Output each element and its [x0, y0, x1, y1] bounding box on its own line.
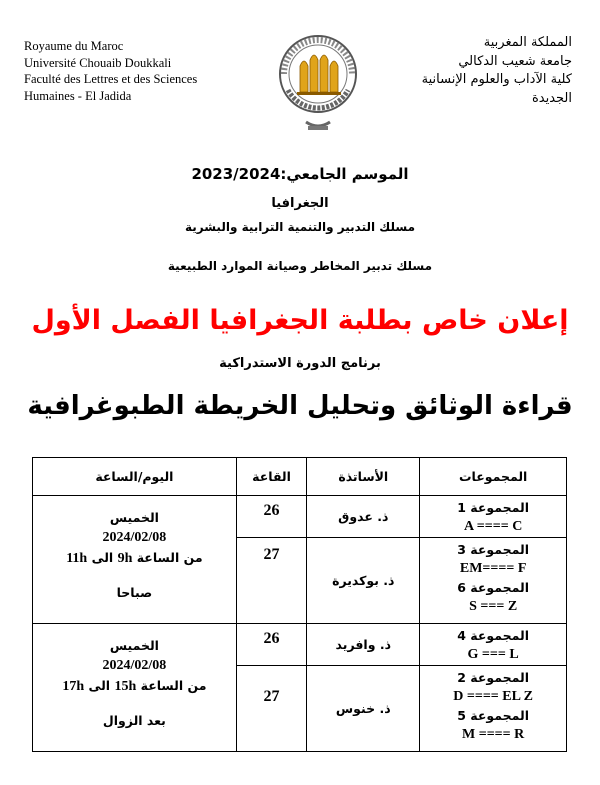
date-label: 2024/02/08	[102, 530, 167, 545]
period-label: بعد الزوال	[102, 713, 166, 728]
groups-cell	[420, 496, 567, 538]
group-range: D ==== EL Z	[453, 689, 534, 704]
header-left-line: Faculté des Lettres et des Sciences	[24, 72, 198, 86]
header-groups: المجموعات	[420, 458, 567, 496]
professor-cell: ذ. بوكديرة	[307, 538, 420, 624]
header-day-time: اليوم/الساعة	[33, 458, 237, 496]
group-label: المجموعة 6	[457, 580, 530, 595]
header-left-line: Royaume du Maroc	[24, 39, 124, 53]
room-cell: 26	[236, 496, 307, 538]
time-range: من الساعة 9h الى 11h	[66, 550, 203, 566]
header-right-line: المملكة المغربية	[483, 35, 572, 50]
header-left-line: Université Chouaib Doukkali	[24, 55, 172, 70]
group-label: المجموعة 5	[457, 708, 530, 723]
day-time-cell	[33, 496, 237, 624]
group-label: المجموعة 2	[457, 670, 530, 685]
group-label: المجموعة 1	[457, 500, 530, 515]
header-left-line: Humaines - El Jadida	[24, 88, 132, 103]
group-range: S === Z	[469, 599, 518, 614]
group-label: المجموعة 4	[457, 628, 530, 643]
group-range: G === L	[467, 647, 519, 662]
program-title: برنامج الدورة الاستدراكية	[219, 356, 381, 371]
day-time-cell	[33, 624, 237, 752]
day-label: الخميس	[109, 638, 159, 653]
time-range: من الساعة 15h الى 17h	[62, 678, 207, 694]
group-label: المجموعة 3	[457, 542, 530, 557]
university-name-arabic	[382, 34, 572, 108]
header-room: القاعة	[236, 458, 307, 496]
department-title: الجغرافيا	[271, 196, 329, 211]
table-row	[33, 624, 567, 666]
table-row	[33, 496, 567, 538]
track-title-1: مسلك التدبير والتنمية الترابية والبشرية	[184, 220, 416, 234]
table-header-row	[33, 458, 567, 496]
group-range: A ==== C	[463, 519, 523, 534]
exam-schedule-table	[32, 457, 567, 752]
faculty-seal-logo	[270, 30, 366, 138]
group-range: EM==== F	[459, 561, 527, 576]
academic-season: الموسم الجامعي:2023/2024	[191, 165, 409, 183]
track-title-2: مسلك تدبير المخاطر وصيانة الموارد الطبيعية	[167, 259, 433, 273]
groups-cell	[420, 538, 567, 624]
header-right-line: الجديدة	[531, 90, 572, 106]
groups-cell	[420, 624, 567, 666]
professor-cell: ذ. وافريد	[307, 624, 420, 666]
room-cell: 27	[236, 538, 307, 624]
header-professors: الأساتذة	[307, 458, 420, 496]
group-range: M ==== R	[462, 727, 525, 742]
period-label: صباحا	[116, 585, 153, 600]
room-cell: 27	[236, 666, 307, 752]
university-name-french	[24, 38, 224, 104]
professor-cell: ذ. خنوس	[307, 666, 420, 752]
subject-title: قراءة الوثائق وتحليل الخريطة الطبوغرافية	[27, 391, 573, 421]
groups-cell	[420, 666, 567, 752]
professor-cell: ذ. عدوق	[307, 496, 420, 538]
room-cell: 26	[236, 624, 307, 666]
header-right-line: جامعة شعيب الدكالي	[458, 53, 572, 69]
header-right-line: كلية الآداب والعلوم الإنسانية	[421, 72, 572, 87]
announcement-heading: إعلان خاص بطلبة الجغرافيا الفصل الأول	[31, 305, 569, 336]
day-label: الخميس	[109, 510, 159, 525]
date-label: 2024/02/08	[102, 658, 167, 673]
